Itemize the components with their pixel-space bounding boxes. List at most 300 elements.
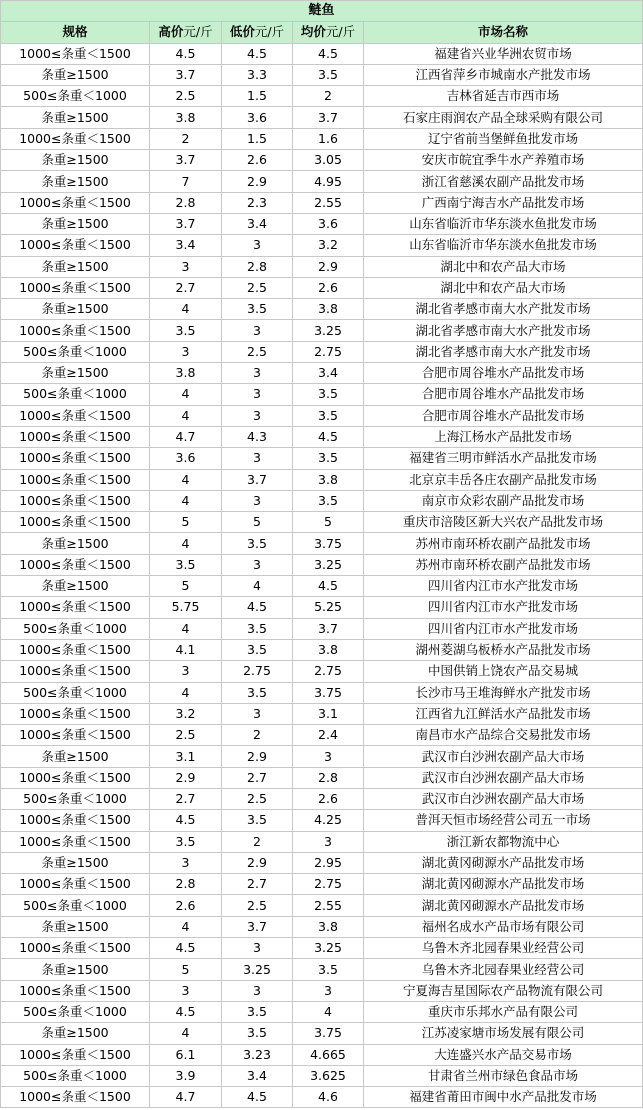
cell-avg: 3.2 bbox=[293, 235, 364, 256]
cell-spec: 条重≥1500 bbox=[1, 213, 150, 234]
cell-avg: 3.5 bbox=[293, 490, 364, 511]
cell-low: 4.3 bbox=[222, 426, 293, 447]
cell-low: 5 bbox=[222, 512, 293, 533]
cell-market: 湖北黄冈砌源水产品批发市场 bbox=[364, 895, 643, 916]
cell-market: 四川省内江市水产批发市场 bbox=[364, 576, 643, 597]
header-low-label: 低价 bbox=[229, 24, 255, 40]
cell-spec: 1000≤条重＜1500 bbox=[1, 469, 150, 490]
cell-high: 3.4 bbox=[150, 235, 222, 256]
cell-high: 4 bbox=[150, 299, 222, 320]
cell-avg: 3.5 bbox=[293, 448, 364, 469]
table-row bbox=[1, 1001, 643, 1022]
table-row bbox=[1, 235, 643, 256]
cell-spec: 500≤条重＜1000 bbox=[1, 384, 150, 405]
cell-avg: 1.6 bbox=[293, 128, 364, 149]
cell-low: 3.25 bbox=[222, 959, 293, 980]
cell-spec: 1000≤条重＜1500 bbox=[1, 1087, 150, 1108]
cell-low: 3.4 bbox=[222, 213, 293, 234]
cell-avg: 5 bbox=[293, 512, 364, 533]
cell-low: 3.7 bbox=[222, 469, 293, 490]
cell-low: 3 bbox=[222, 363, 293, 384]
cell-spec: 500≤条重＜1000 bbox=[1, 341, 150, 362]
cell-market: 四川省内江市水产批发市场 bbox=[364, 618, 643, 639]
cell-spec: 条重≥1500 bbox=[1, 363, 150, 384]
cell-avg: 4 bbox=[293, 1001, 364, 1022]
cell-market: 浙江省慈溪农副产品批发市场 bbox=[364, 171, 643, 192]
cell-high: 3 bbox=[150, 341, 222, 362]
cell-spec: 条重≥1500 bbox=[1, 916, 150, 937]
cell-market: 湖北中和农产品大市场 bbox=[364, 277, 643, 298]
table-row bbox=[1, 150, 643, 171]
cell-high: 4 bbox=[150, 682, 222, 703]
cell-avg: 4.25 bbox=[293, 810, 364, 831]
cell-spec: 1000≤条重＜1500 bbox=[1, 980, 150, 1001]
cell-high: 2.5 bbox=[150, 725, 222, 746]
table-row bbox=[1, 1065, 643, 1086]
cell-spec: 条重≥1500 bbox=[1, 533, 150, 554]
cell-market: 湖北省孝感市南大水产批发市场 bbox=[364, 299, 643, 320]
cell-spec: 条重≥1500 bbox=[1, 576, 150, 597]
cell-avg: 3.8 bbox=[293, 639, 364, 660]
cell-avg: 3.25 bbox=[293, 320, 364, 341]
header-avg bbox=[293, 22, 364, 43]
table-row bbox=[1, 661, 643, 682]
cell-avg: 2.75 bbox=[293, 661, 364, 682]
cell-market: 广西南宁海吉水产品批发市场 bbox=[364, 192, 643, 213]
table-row bbox=[1, 1023, 643, 1044]
table-body bbox=[1, 43, 643, 1108]
cell-market: 普洱天恒市场经营公司五一市场 bbox=[364, 810, 643, 831]
cell-avg: 3 bbox=[293, 980, 364, 1001]
cell-market: 宁夏海吉星国际农产品物流有限公司 bbox=[364, 980, 643, 1001]
cell-market: 四川省内江市水产批发市场 bbox=[364, 597, 643, 618]
cell-avg: 3 bbox=[293, 831, 364, 852]
header-row bbox=[1, 22, 643, 43]
cell-avg: 2.9 bbox=[293, 256, 364, 277]
cell-low: 3 bbox=[222, 980, 293, 1001]
cell-high: 3 bbox=[150, 852, 222, 873]
table-row bbox=[1, 874, 643, 895]
cell-low: 3.3 bbox=[222, 64, 293, 85]
cell-high: 4.5 bbox=[150, 43, 222, 64]
cell-low: 4 bbox=[222, 576, 293, 597]
cell-high: 3.5 bbox=[150, 320, 222, 341]
cell-spec: 1000≤条重＜1500 bbox=[1, 725, 150, 746]
cell-spec: 1000≤条重＜1500 bbox=[1, 639, 150, 660]
cell-high: 4.7 bbox=[150, 426, 222, 447]
cell-market: 江西省萍乡市城南水产批发市场 bbox=[364, 64, 643, 85]
cell-high: 4.7 bbox=[150, 1087, 222, 1108]
table-row bbox=[1, 363, 643, 384]
cell-market: 湖北黄冈砌源水产品批发市场 bbox=[364, 852, 643, 873]
cell-high: 3.2 bbox=[150, 703, 222, 724]
cell-low: 3.5 bbox=[222, 533, 293, 554]
cell-market: 福建省兴业华洲农贸市场 bbox=[364, 43, 643, 64]
cell-low: 2.9 bbox=[222, 171, 293, 192]
table-row bbox=[1, 213, 643, 234]
cell-low: 3.5 bbox=[222, 299, 293, 320]
cell-avg: 3.05 bbox=[293, 150, 364, 171]
cell-avg: 2.55 bbox=[293, 895, 364, 916]
cell-spec: 500≤条重＜1000 bbox=[1, 618, 150, 639]
cell-high: 4 bbox=[150, 533, 222, 554]
header-low-unit: 元/斤 bbox=[254, 24, 285, 40]
table-row bbox=[1, 916, 643, 937]
cell-high: 6.1 bbox=[150, 1044, 222, 1065]
cell-avg: 2.6 bbox=[293, 277, 364, 298]
cell-low: 2.5 bbox=[222, 341, 293, 362]
cell-high: 5.75 bbox=[150, 597, 222, 618]
cell-avg: 4.5 bbox=[293, 43, 364, 64]
cell-low: 3.5 bbox=[222, 639, 293, 660]
table-row bbox=[1, 107, 643, 128]
cell-spec: 1000≤条重＜1500 bbox=[1, 277, 150, 298]
cell-market: 重庆市涪陵区新大兴农产品批发市场 bbox=[364, 512, 643, 533]
cell-spec: 1000≤条重＜1500 bbox=[1, 512, 150, 533]
cell-market: 湖北省孝感市南大水产批发市场 bbox=[364, 341, 643, 362]
cell-low: 3.4 bbox=[222, 1065, 293, 1086]
cell-low: 3.5 bbox=[222, 618, 293, 639]
cell-high: 3.1 bbox=[150, 746, 222, 767]
cell-high: 2.9 bbox=[150, 767, 222, 788]
cell-avg: 2.75 bbox=[293, 341, 364, 362]
cell-spec: 条重≥1500 bbox=[1, 150, 150, 171]
header-low bbox=[222, 22, 293, 43]
cell-avg: 3.75 bbox=[293, 1023, 364, 1044]
cell-avg: 3.7 bbox=[293, 107, 364, 128]
cell-market: 湖州菱湖乌板桥水产品批发市场 bbox=[364, 639, 643, 660]
cell-market: 山东省临沂市华东淡水鱼批发市场 bbox=[364, 213, 643, 234]
cell-low: 2.5 bbox=[222, 895, 293, 916]
cell-market: 武汉市白沙洲农副产品大市场 bbox=[364, 767, 643, 788]
cell-avg: 3.5 bbox=[293, 959, 364, 980]
header-high-unit: 元/斤 bbox=[183, 24, 213, 40]
cell-spec: 1000≤条重＜1500 bbox=[1, 1044, 150, 1065]
cell-high: 3.7 bbox=[150, 64, 222, 85]
cell-high: 3.6 bbox=[150, 448, 222, 469]
cell-market: 石家庄雨润农产品全球采购有限公司 bbox=[364, 107, 643, 128]
table-row bbox=[1, 171, 643, 192]
cell-high: 3.7 bbox=[150, 213, 222, 234]
cell-spec: 1000≤条重＜1500 bbox=[1, 490, 150, 511]
header-high-label: 高价 bbox=[158, 24, 184, 40]
cell-avg: 2.55 bbox=[293, 192, 364, 213]
header-market: 市场名称 bbox=[364, 22, 643, 43]
table-row bbox=[1, 980, 643, 1001]
cell-low: 3.7 bbox=[222, 916, 293, 937]
cell-avg: 3.5 bbox=[293, 384, 364, 405]
cell-spec: 1000≤条重＜1500 bbox=[1, 405, 150, 426]
cell-avg: 3.75 bbox=[293, 533, 364, 554]
cell-high: 2.5 bbox=[150, 86, 222, 107]
cell-low: 2.5 bbox=[222, 788, 293, 809]
cell-high: 5 bbox=[150, 959, 222, 980]
table-row bbox=[1, 405, 643, 426]
cell-high: 2.7 bbox=[150, 277, 222, 298]
cell-high: 2.6 bbox=[150, 895, 222, 916]
cell-avg: 3.5 bbox=[293, 405, 364, 426]
cell-low: 3 bbox=[222, 235, 293, 256]
table-row bbox=[1, 959, 643, 980]
cell-high: 3 bbox=[150, 980, 222, 1001]
cell-spec: 500≤条重＜1000 bbox=[1, 788, 150, 809]
table-row bbox=[1, 426, 643, 447]
cell-avg: 4.665 bbox=[293, 1044, 364, 1065]
cell-low: 2.75 bbox=[222, 661, 293, 682]
cell-low: 3.5 bbox=[222, 1001, 293, 1022]
cell-market: 苏州市南环桥农副产品批发市场 bbox=[364, 554, 643, 575]
table-row bbox=[1, 831, 643, 852]
cell-market: 重庆市乐邦水产品有限公司 bbox=[364, 1001, 643, 1022]
cell-high: 4 bbox=[150, 469, 222, 490]
cell-low: 2 bbox=[222, 831, 293, 852]
cell-low: 3 bbox=[222, 405, 293, 426]
table-row bbox=[1, 384, 643, 405]
cell-low: 3.6 bbox=[222, 107, 293, 128]
cell-spec: 500≤条重＜1000 bbox=[1, 682, 150, 703]
cell-spec: 1000≤条重＜1500 bbox=[1, 874, 150, 895]
cell-spec: 条重≥1500 bbox=[1, 852, 150, 873]
table-row bbox=[1, 852, 643, 873]
cell-market: 浙江新农都物流中心 bbox=[364, 831, 643, 852]
cell-low: 3 bbox=[222, 938, 293, 959]
table-row bbox=[1, 618, 643, 639]
cell-market: 武汉市白沙洲农副产品大市场 bbox=[364, 788, 643, 809]
table-title: 鲢鱼 bbox=[1, 1, 643, 22]
cell-high: 4.5 bbox=[150, 1001, 222, 1022]
cell-low: 3.23 bbox=[222, 1044, 293, 1065]
table-row bbox=[1, 469, 643, 490]
table-row bbox=[1, 490, 643, 511]
table-row bbox=[1, 597, 643, 618]
cell-avg: 3.8 bbox=[293, 299, 364, 320]
table-row bbox=[1, 64, 643, 85]
table-row bbox=[1, 682, 643, 703]
table-row bbox=[1, 533, 643, 554]
cell-high: 4 bbox=[150, 384, 222, 405]
cell-market: 长沙市马王堆海鲜水产批发市场 bbox=[364, 682, 643, 703]
cell-market: 上海江杨水产品批发市场 bbox=[364, 426, 643, 447]
cell-avg: 4.6 bbox=[293, 1087, 364, 1108]
cell-spec: 条重≥1500 bbox=[1, 299, 150, 320]
cell-spec: 500≤条重＜1000 bbox=[1, 895, 150, 916]
cell-spec: 条重≥1500 bbox=[1, 107, 150, 128]
cell-market: 武汉市白沙洲农副产品大市场 bbox=[364, 746, 643, 767]
cell-avg: 4.5 bbox=[293, 576, 364, 597]
cell-low: 3.5 bbox=[222, 1023, 293, 1044]
cell-avg: 3.1 bbox=[293, 703, 364, 724]
cell-market: 南京市众彩农副产品批发市场 bbox=[364, 490, 643, 511]
cell-avg: 4.95 bbox=[293, 171, 364, 192]
cell-spec: 1000≤条重＜1500 bbox=[1, 810, 150, 831]
table-row bbox=[1, 277, 643, 298]
cell-spec: 1000≤条重＜1500 bbox=[1, 320, 150, 341]
cell-low: 1.5 bbox=[222, 128, 293, 149]
cell-avg: 2.8 bbox=[293, 767, 364, 788]
cell-low: 2.9 bbox=[222, 852, 293, 873]
cell-high: 3.5 bbox=[150, 554, 222, 575]
cell-avg: 3.8 bbox=[293, 916, 364, 937]
table-row bbox=[1, 512, 643, 533]
cell-market: 吉林省延吉市西市场 bbox=[364, 86, 643, 107]
table-row bbox=[1, 1087, 643, 1108]
cell-market: 合肥市周谷堆水产品批发市场 bbox=[364, 405, 643, 426]
cell-market: 乌鲁木齐北园春果业经营公司 bbox=[364, 959, 643, 980]
cell-market: 辽宁省前当堡鲜鱼批发市场 bbox=[364, 128, 643, 149]
table-row bbox=[1, 703, 643, 724]
table-row bbox=[1, 938, 643, 959]
cell-high: 3.7 bbox=[150, 150, 222, 171]
cell-spec: 500≤条重＜1000 bbox=[1, 1001, 150, 1022]
cell-high: 3.8 bbox=[150, 107, 222, 128]
cell-high: 4 bbox=[150, 405, 222, 426]
cell-market: 湖北省孝感市南大水产批发市场 bbox=[364, 320, 643, 341]
cell-market: 乌鲁木齐北园春果业经营公司 bbox=[364, 938, 643, 959]
cell-market: 湖北中和农产品大市场 bbox=[364, 256, 643, 277]
header-spec: 规格 bbox=[1, 22, 150, 43]
cell-market: 合肥市周谷堆水产品批发市场 bbox=[364, 363, 643, 384]
cell-spec: 1000≤条重＜1500 bbox=[1, 831, 150, 852]
cell-avg: 2.95 bbox=[293, 852, 364, 873]
cell-spec: 500≤条重＜1000 bbox=[1, 86, 150, 107]
cell-high: 3.9 bbox=[150, 1065, 222, 1086]
cell-low: 3 bbox=[222, 554, 293, 575]
table-row bbox=[1, 299, 643, 320]
table-row bbox=[1, 810, 643, 831]
cell-high: 5 bbox=[150, 576, 222, 597]
cell-high: 4 bbox=[150, 916, 222, 937]
cell-avg: 3.6 bbox=[293, 213, 364, 234]
cell-market: 福州名成水产品市场有限公司 bbox=[364, 916, 643, 937]
cell-low: 3 bbox=[222, 448, 293, 469]
cell-market: 福建省莆田市闽中水产品批发市场 bbox=[364, 1087, 643, 1108]
cell-low: 3 bbox=[222, 490, 293, 511]
cell-low: 2.5 bbox=[222, 277, 293, 298]
cell-market: 中国供销上饶农产品交易城 bbox=[364, 661, 643, 682]
table-title-row bbox=[1, 1, 643, 22]
cell-low: 1.5 bbox=[222, 86, 293, 107]
table-row bbox=[1, 767, 643, 788]
cell-high: 4.5 bbox=[150, 938, 222, 959]
cell-spec: 条重≥1500 bbox=[1, 1023, 150, 1044]
table-row bbox=[1, 86, 643, 107]
table-row bbox=[1, 128, 643, 149]
cell-high: 4.1 bbox=[150, 639, 222, 660]
cell-avg: 3.7 bbox=[293, 618, 364, 639]
cell-spec: 1000≤条重＜1500 bbox=[1, 938, 150, 959]
table-row bbox=[1, 43, 643, 64]
cell-low: 3.5 bbox=[222, 810, 293, 831]
cell-spec: 1000≤条重＜1500 bbox=[1, 235, 150, 256]
cell-market: 南昌市水产品综合交易批发市场 bbox=[364, 725, 643, 746]
cell-high: 4 bbox=[150, 618, 222, 639]
cell-market: 北京京丰岳各庄农副产品批发市场 bbox=[364, 469, 643, 490]
cell-low: 2.7 bbox=[222, 767, 293, 788]
cell-low: 2.8 bbox=[222, 256, 293, 277]
cell-low: 2 bbox=[222, 725, 293, 746]
table-row bbox=[1, 725, 643, 746]
cell-high: 2.8 bbox=[150, 192, 222, 213]
cell-high: 2.8 bbox=[150, 874, 222, 895]
cell-avg: 2.75 bbox=[293, 874, 364, 895]
table-row bbox=[1, 746, 643, 767]
cell-spec: 500≤条重＜1000 bbox=[1, 1065, 150, 1086]
cell-high: 5 bbox=[150, 512, 222, 533]
cell-market: 山东省临沂市华东淡水鱼批发市场 bbox=[364, 235, 643, 256]
cell-high: 3.8 bbox=[150, 363, 222, 384]
cell-avg: 3.5 bbox=[293, 64, 364, 85]
cell-market: 江苏凌家塘市场发展有限公司 bbox=[364, 1023, 643, 1044]
header-avg-label: 均价 bbox=[300, 24, 326, 40]
cell-avg: 3.4 bbox=[293, 363, 364, 384]
cell-spec: 条重≥1500 bbox=[1, 64, 150, 85]
table-row bbox=[1, 1044, 643, 1065]
cell-avg: 3.625 bbox=[293, 1065, 364, 1086]
cell-spec: 1000≤条重＜1500 bbox=[1, 597, 150, 618]
table-row bbox=[1, 639, 643, 660]
cell-spec: 1000≤条重＜1500 bbox=[1, 448, 150, 469]
cell-low: 3 bbox=[222, 320, 293, 341]
cell-spec: 1000≤条重＜1500 bbox=[1, 661, 150, 682]
cell-market: 甘肃省兰州市绿色食品市场 bbox=[364, 1065, 643, 1086]
table-row bbox=[1, 341, 643, 362]
cell-high: 4 bbox=[150, 1023, 222, 1044]
cell-market: 湖北黄冈砌源水产品批发市场 bbox=[364, 874, 643, 895]
cell-low: 4.5 bbox=[222, 597, 293, 618]
cell-low: 2.6 bbox=[222, 150, 293, 171]
cell-market: 苏州市南环桥农副产品批发市场 bbox=[364, 533, 643, 554]
cell-high: 3 bbox=[150, 256, 222, 277]
cell-low: 3 bbox=[222, 703, 293, 724]
cell-high: 2.7 bbox=[150, 788, 222, 809]
cell-spec: 1000≤条重＜1500 bbox=[1, 767, 150, 788]
cell-spec: 1000≤条重＜1500 bbox=[1, 554, 150, 575]
cell-avg: 2.4 bbox=[293, 725, 364, 746]
table-row bbox=[1, 256, 643, 277]
cell-market: 福建省三明市鲜活水产品批发市场 bbox=[364, 448, 643, 469]
cell-spec: 条重≥1500 bbox=[1, 256, 150, 277]
cell-high: 4.5 bbox=[150, 810, 222, 831]
cell-low: 4.5 bbox=[222, 43, 293, 64]
cell-spec: 1000≤条重＜1500 bbox=[1, 192, 150, 213]
cell-high: 7 bbox=[150, 171, 222, 192]
cell-market: 大连盛兴水产品交易市场 bbox=[364, 1044, 643, 1065]
cell-avg: 4.5 bbox=[293, 426, 364, 447]
cell-low: 3 bbox=[222, 384, 293, 405]
cell-low: 2.3 bbox=[222, 192, 293, 213]
cell-avg: 2.6 bbox=[293, 788, 364, 809]
cell-spec: 1000≤条重＜1500 bbox=[1, 43, 150, 64]
table-row bbox=[1, 554, 643, 575]
table-row bbox=[1, 192, 643, 213]
cell-avg: 3.25 bbox=[293, 554, 364, 575]
cell-avg: 5.25 bbox=[293, 597, 364, 618]
cell-spec: 1000≤条重＜1500 bbox=[1, 128, 150, 149]
cell-low: 2.9 bbox=[222, 746, 293, 767]
cell-spec: 1000≤条重＜1500 bbox=[1, 703, 150, 724]
cell-market: 安庆市皖宜季牛水产养殖市场 bbox=[364, 150, 643, 171]
table-row bbox=[1, 576, 643, 597]
header-high bbox=[150, 22, 222, 43]
cell-avg: 3.25 bbox=[293, 938, 364, 959]
table-row bbox=[1, 788, 643, 809]
table-row bbox=[1, 448, 643, 469]
cell-spec: 1000≤条重＜1500 bbox=[1, 426, 150, 447]
header-avg-unit: 元/斤 bbox=[325, 24, 356, 40]
cell-low: 3.5 bbox=[222, 682, 293, 703]
cell-low: 4.5 bbox=[222, 1087, 293, 1108]
table-row bbox=[1, 320, 643, 341]
